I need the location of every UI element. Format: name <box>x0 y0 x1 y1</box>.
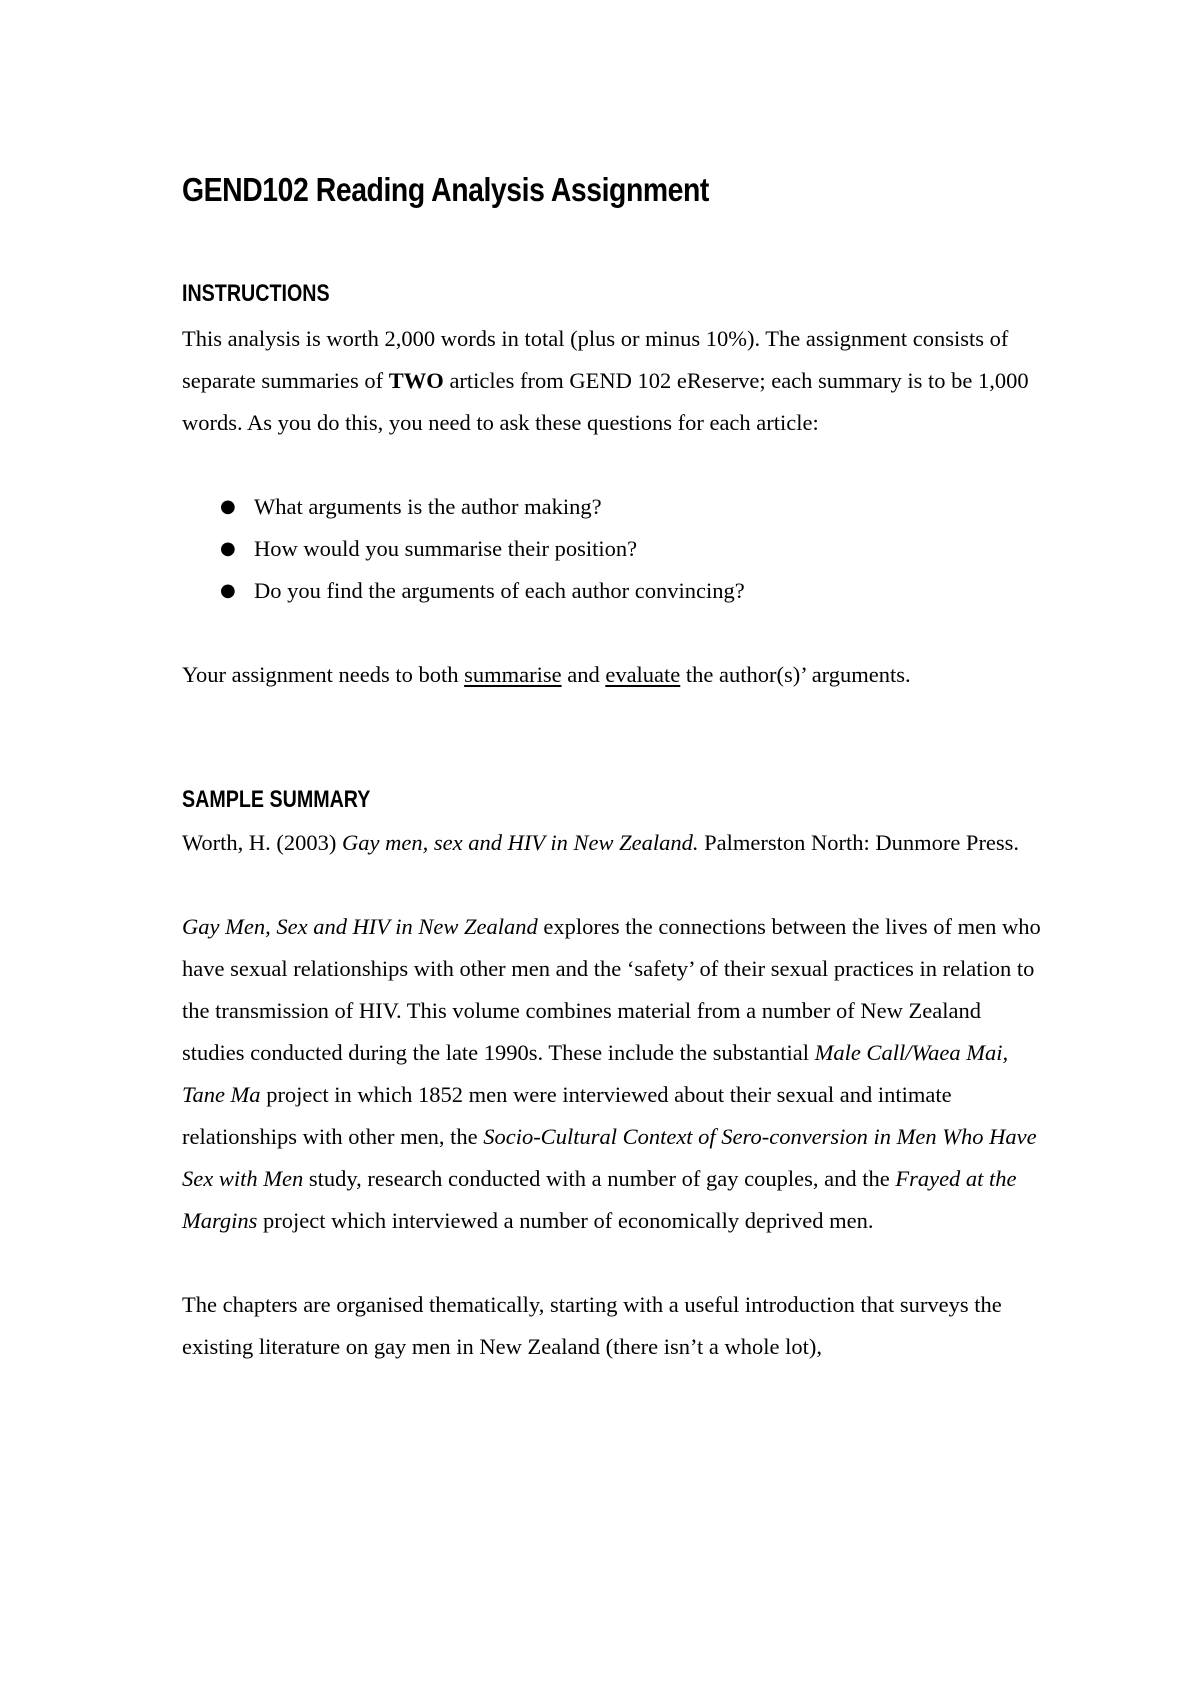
citation-title: Gay men, sex and HIV in New Zealand. <box>342 830 699 855</box>
paragraph-text: project which interviewed a number of economically deprived men. <box>257 1208 874 1233</box>
needs-text-2: and <box>561 662 606 687</box>
project-title: Male Call/Waea Mai, Tane Ma <box>182 1040 1009 1107</box>
book-title: Gay Men, Sex and HIV in New Zealand <box>182 914 538 939</box>
citation-publisher: Palmerston North: Dunmore Press. <box>698 830 1020 855</box>
project-title: Frayed at the Margins <box>182 1166 1017 1233</box>
document-title: GEND102 Reading Analysis Assignment <box>182 171 709 208</box>
question-text: How would you summarise their position? <box>254 536 638 561</box>
summary-paragraph-2: The chapters are organised thematically, starting with a useful introduction that surveys the existing literature on gay men in New Zealand (there isn’t a whole lot), <box>182 1292 1002 1359</box>
underlined-summarise: summarise <box>464 662 562 687</box>
summary-paragraph-1 <box>182 906 1042 1242</box>
list-item <box>182 528 1042 570</box>
instructions-intro <box>182 318 1042 444</box>
list-item <box>182 486 1042 528</box>
intro-bold-two: TWO <box>388 368 444 393</box>
assignment-needs <box>182 654 1042 696</box>
needs-text-1: Your assignment needs to both <box>182 662 465 687</box>
underlined-evaluate: evaluate <box>605 662 681 687</box>
bullet-icon: ● <box>220 580 236 601</box>
intro-text-1: This analysis is worth 2,000 words in total (plus or minus 10%). The assignment consists of separate summaries of <box>182 326 1009 393</box>
citation-author: Worth, H. (2003) <box>182 830 343 855</box>
instructions-heading: INSTRUCTIONS <box>182 280 330 307</box>
study-title: Socio-Cultural Context of Sero-conversion in Men Who Have Sex with Men <box>182 1124 1037 1191</box>
question-list <box>182 486 1042 612</box>
document-page <box>182 168 1042 1368</box>
bullet-icon: ● <box>220 496 236 517</box>
question-text: What arguments is the author making? <box>254 494 602 519</box>
question-text: Do you find the arguments of each author convincing? <box>254 578 745 603</box>
paragraph-text: explores the connections between the lives of men who have sexual relationships with other men and the ‘safety’ of their sexual practices in relation to the transmission of HIV. This volume combines material from a number of New Zealand studies conducted during the late 1990s. These include the substantial <box>182 914 1041 1065</box>
paragraph-text: study, research conducted with a number of gay couples, and the <box>303 1166 896 1191</box>
intro-text-2: articles from GEND 102 eReserve; each summary is to be 1,000 words. As you do this, you need to ask these questions for each article: <box>182 368 1029 435</box>
bullet-icon: ● <box>220 538 236 559</box>
sample-summary-heading: SAMPLE SUMMARY <box>182 786 371 813</box>
citation <box>182 822 1042 864</box>
paragraph-text: project in which 1852 men were interviewed about their sexual and intimate relationships with other men, the <box>182 1082 952 1149</box>
list-item <box>182 570 1042 612</box>
needs-text-3: the author(s)’ arguments. <box>680 662 911 687</box>
